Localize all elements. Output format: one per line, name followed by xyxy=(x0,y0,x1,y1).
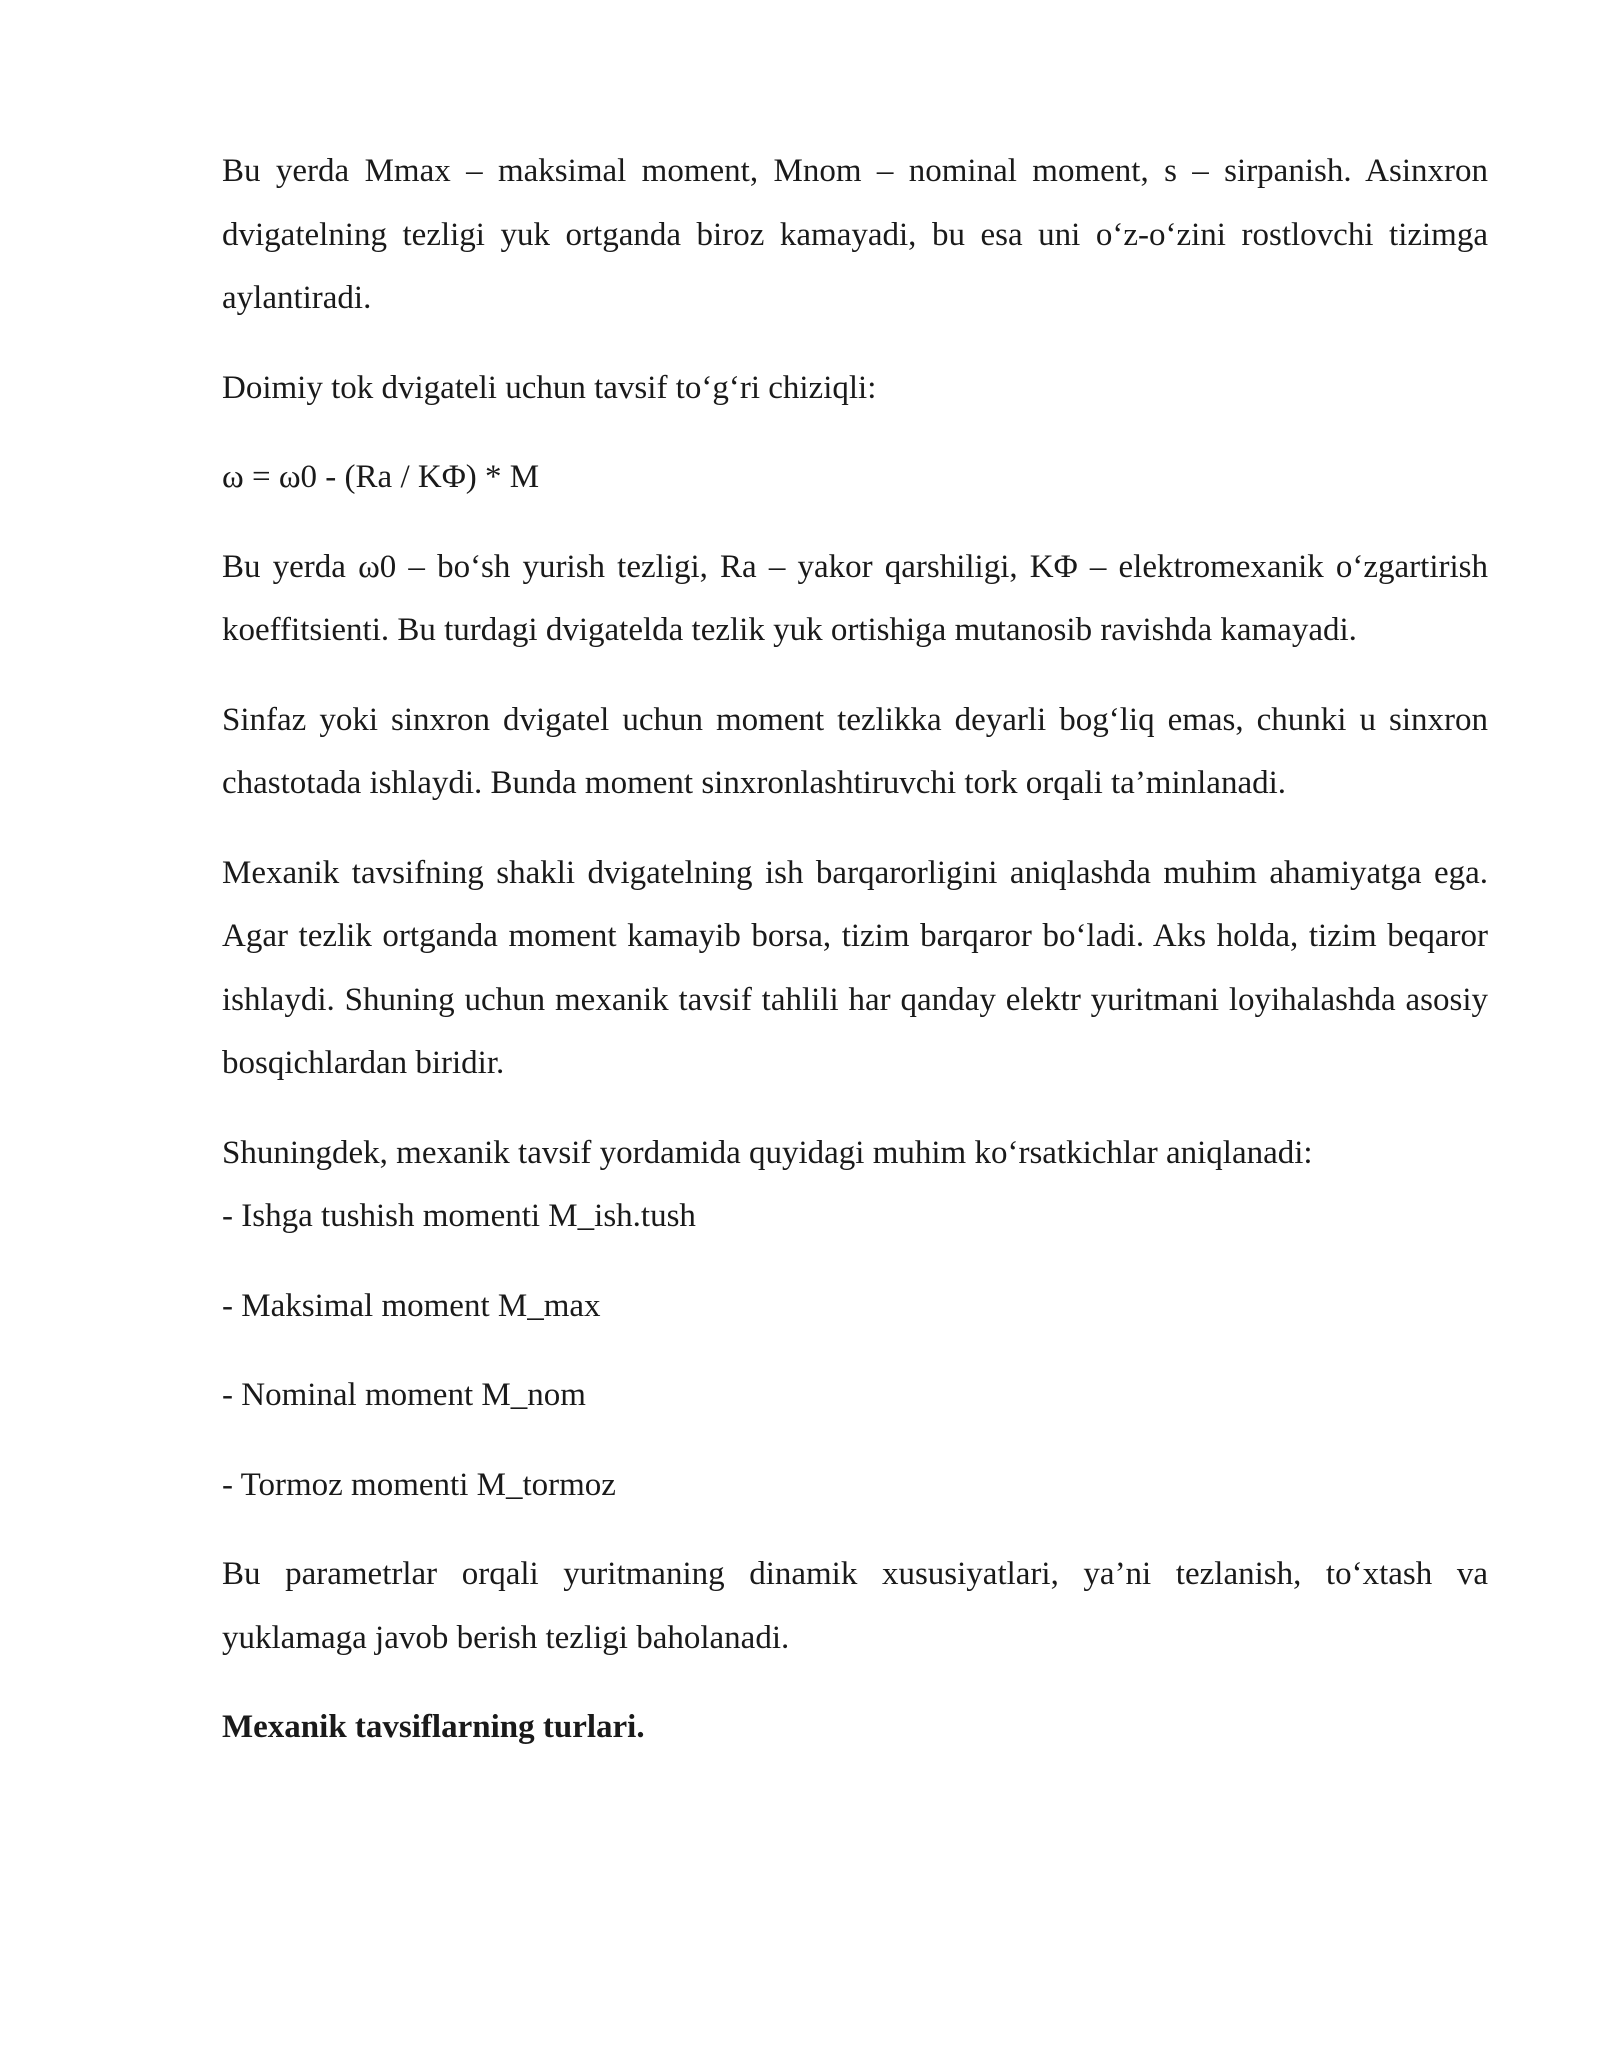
list-item-maksimal: - Maksimal moment M_max xyxy=(222,1287,601,1324)
paragraph-korsatkichlar-intro: Shuningdek, mexanik tavsif yordamida quyidagi muhim ko‘rsatkichlar aniqlanadi: xyxy=(222,1134,1313,1171)
paragraph-sinxron: Sinfaz yoki sinxron dvigatel uchun moment tezlikka deyarli bog‘liq emas, chunki u sinxron chastotada ishlaydi. Bunda moment sinxronlashtiruvchi tork orqali ta’minlanadi. xyxy=(222,701,1488,801)
formula-speed: ω = ω0 - (Ra / KΦ) * M xyxy=(222,459,540,495)
paragraph-barqarorlik: Mexanik tavsifning shakli dvigatelning ish barqarorligini aniqlashda muhim ahamiyatga ega. Agar tezlik ortganda moment kamayib borsa, tizim barqaror bo‘ladi. Aks holda, tizim beqaror ishlaydi. Shuning uchun mexanik tavsif tahlili har qanday elektr yuritmani loyihalashda asosiy bosqichlardan biridir. xyxy=(222,854,1488,1081)
list-item-tormoz: - Tormoz momenti M_tormoz xyxy=(222,1466,616,1503)
paragraph-formula-explanation: Bu yerda ω0 – bo‘sh yurish tezligi, Ra – yakor qarshiligi, KΦ – elektromexanik o‘zgartirish koeffitsienti. Bu turdagi dvigatelda tezlik yuk ortishiga mutanosib ravishda kamayadi. xyxy=(222,548,1488,648)
paragraph-doimiy-tok: Doimiy tok dvigateli uchun tavsif to‘g‘ri chiziqli: xyxy=(222,369,877,406)
paragraph-korsatkichlar xyxy=(222,1122,1488,1249)
paragraph-asinxron: Bu yerda Mmax – maksimal moment, Mnom – nominal moment, s – sirpanish. Asinxron dvigatelning tezligi yuk ortganda biroz kamayadi, bu esa uni o‘z-o‘zini rostlovchi tizimga aylantiradi. xyxy=(222,153,1488,316)
list-item-nominal: - Nominal moment M_nom xyxy=(222,1377,586,1413)
moment-list xyxy=(222,1275,1488,1518)
paragraph-parametrlar: Bu parametrlar orqali yuritmaning dinamik xususiyatlari, ya’ni tezlanish, to‘xtash va yuklamaga javob berish tezligi baholanadi. xyxy=(222,1556,1488,1656)
list-item-ishga-tushish: - Ishga tushish momenti M_ish.tush xyxy=(222,1198,696,1234)
section-heading: Mexanik tavsiflarning turlari. xyxy=(222,1709,645,1745)
document-page xyxy=(222,140,1488,1760)
